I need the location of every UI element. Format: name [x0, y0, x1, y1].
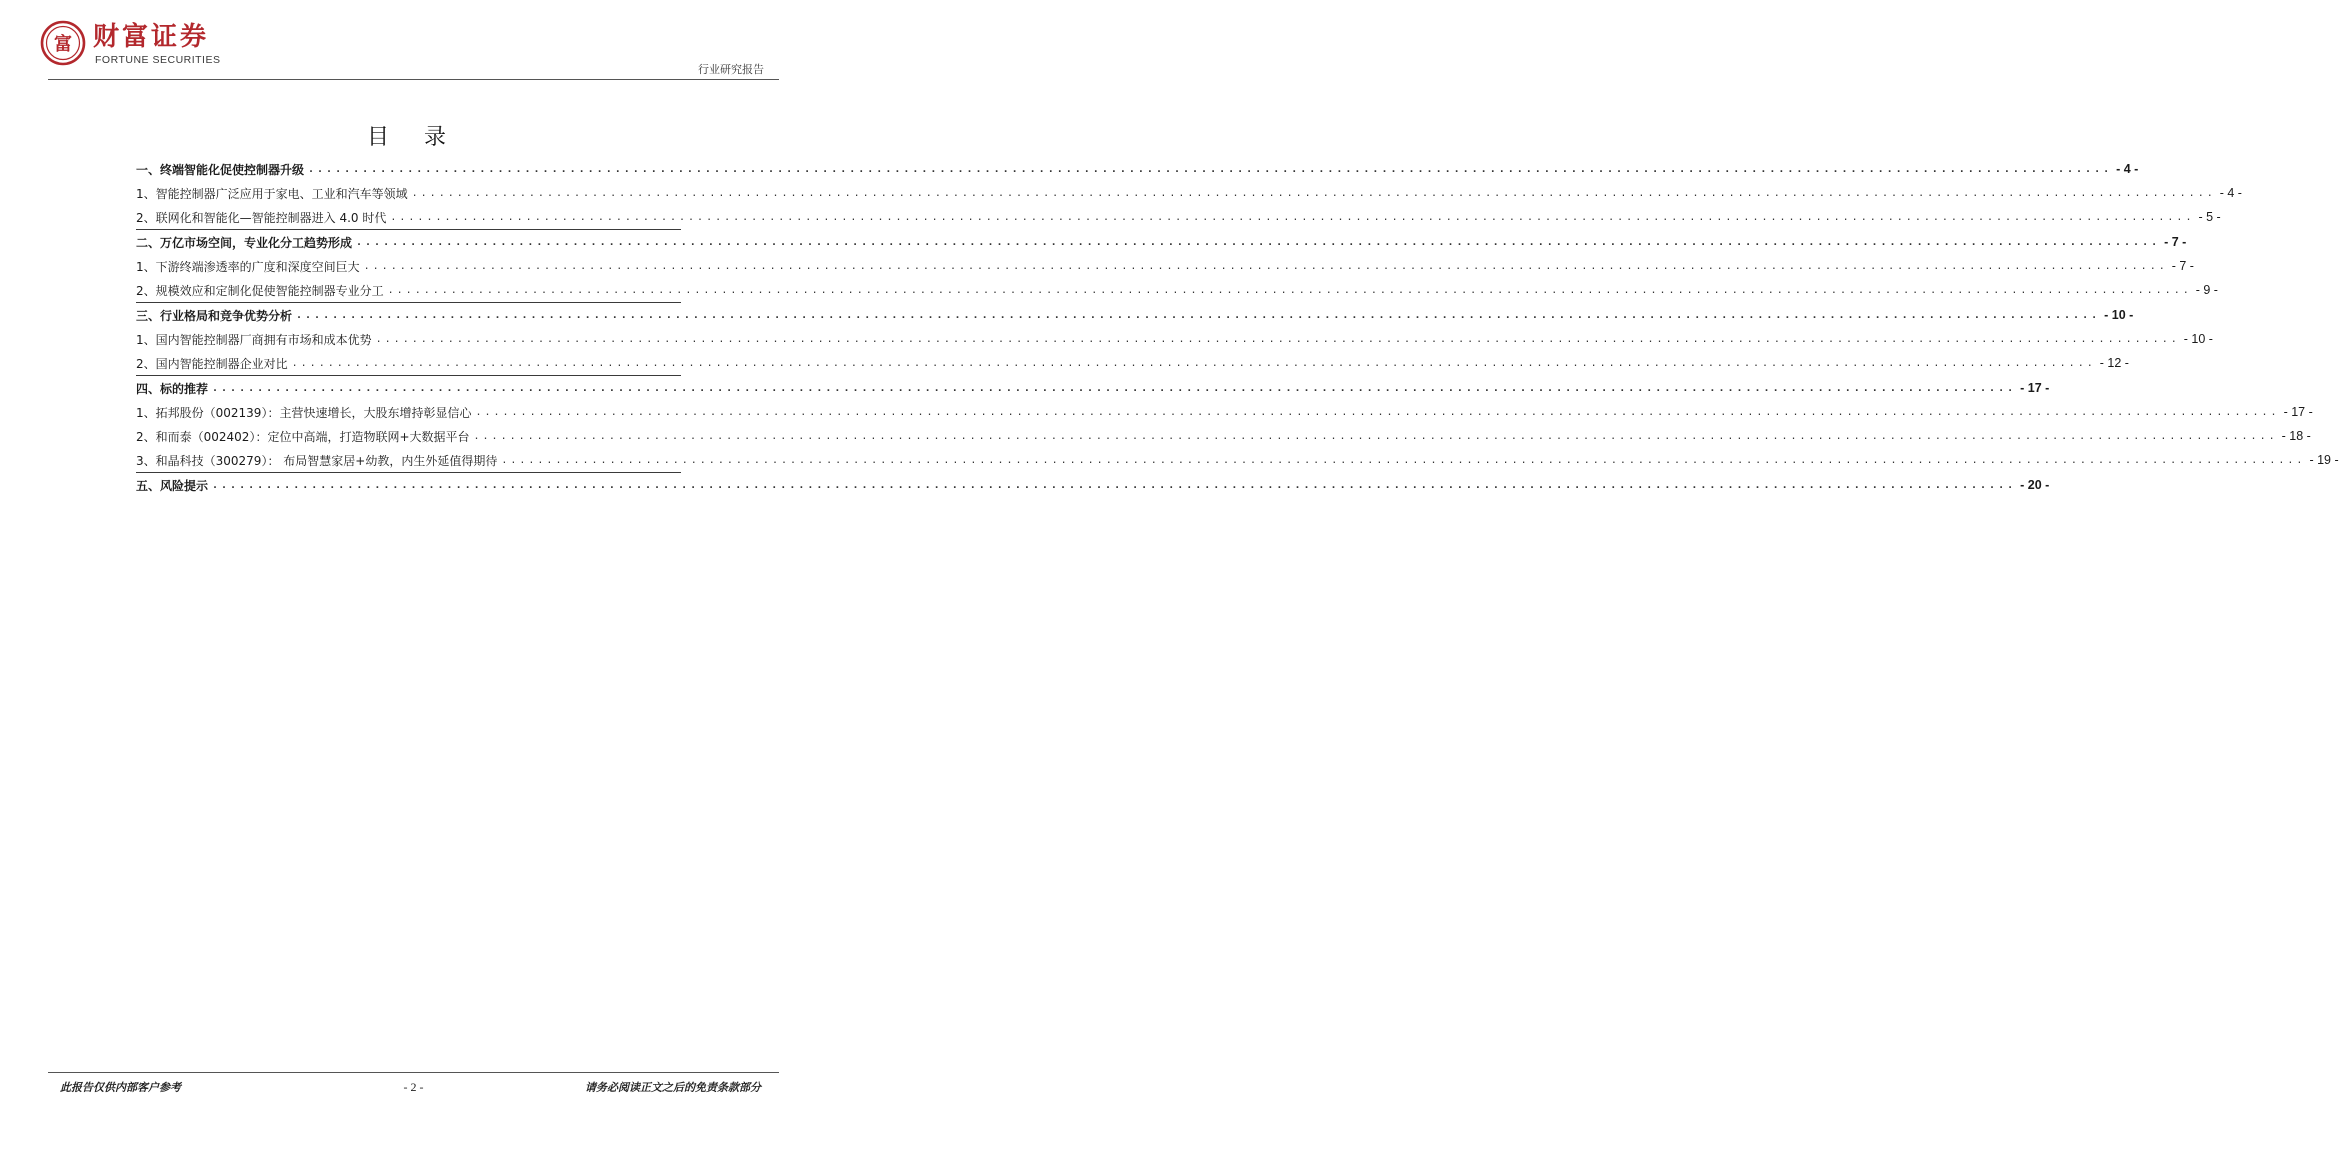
toc-page-number: - 17 - [2020, 381, 2050, 395]
toc-page-number: - 9 - [2195, 283, 2218, 297]
toc-subsection-entry[interactable] [136, 327, 2213, 351]
toc-subsection-entry[interactable] [136, 351, 2129, 375]
toc-entry-title: 四、标的推荐 [136, 381, 209, 396]
toc-entry-title: 三、行业格局和竞争优势分析 [136, 308, 293, 323]
table-of-contents [136, 157, 2339, 497]
toc-section-entry[interactable] [136, 302, 2134, 327]
seal-glyph: 富 [54, 34, 72, 55]
toc-dot-leader: ........................................................................................................................................................................................................ [291, 357, 2096, 369]
toc-dot-leader: ........................................................................................................................................................................................................ [296, 309, 2101, 321]
toc-page-number: - 20 - [2020, 478, 2050, 492]
toc-entry-title: 2、联网化和智能化—智能控制器进入 4.0 时代 [136, 210, 387, 225]
toc-dot-leader: ........................................................................................................................................................................................................ [375, 333, 2180, 345]
brand-name-en: FORTUNE SECURITIES [95, 54, 221, 66]
footer-divider [48, 1072, 779, 1073]
toc-section-entry[interactable] [136, 157, 2139, 181]
footer-disclaimer-left: 此报告仅供内部客户参考 [60, 1081, 181, 1094]
toc-entry-title: 1、国内智能控制器厂商拥有市场和成本优势 [136, 332, 372, 347]
toc-page-number: - 18 - [2281, 429, 2311, 443]
header-divider [48, 79, 779, 80]
toc-dot-leader: ........................................................................................................................................................................................................ [363, 260, 2168, 272]
page-number: - 2 - [403, 1080, 424, 1094]
toc-section-entry[interactable] [136, 472, 2050, 497]
toc-subsection-entry[interactable] [136, 278, 2218, 302]
toc-page-number: - 12 - [2099, 356, 2129, 370]
toc-dot-leader: ........................................................................................................................................................................................................ [390, 211, 2195, 223]
toc-entry-title: 2、和而泰（002402）：定位中高端，打造物联网+大数据平台 [136, 429, 470, 444]
toc-page-number: - 4 - [2219, 186, 2242, 200]
toc-page-number: - 4 - [2116, 162, 2139, 176]
toc-page-number: - 19 - [2309, 453, 2339, 467]
toc-subsection-entry[interactable] [136, 254, 2194, 278]
report-type-label: 行业研究报告 [698, 63, 764, 76]
toc-entry-title: 2、规模效应和定制化促使智能控制器专业分工 [136, 283, 384, 298]
page-header [0, 0, 827, 82]
footer-disclaimer-right: 请务必阅读正文之后的免责条款部分 [585, 1081, 761, 1094]
toc-dot-leader: ........................................................................................................................................................................................................ [411, 187, 2216, 199]
toc-page-number: - 7 - [2171, 259, 2194, 273]
toc-entry-title: 3、和晶科技（300279）： 布局智慧家居+幼教，内生外延值得期待 [136, 453, 498, 468]
toc-subsection-entry[interactable] [136, 424, 2311, 448]
toc-entry-title: 2、国内智能控制器企业对比 [136, 356, 288, 371]
toc-title: 目 录 [367, 125, 460, 150]
toc-subsection-entry[interactable] [136, 181, 2242, 205]
toc-subsection-entry[interactable] [136, 205, 2221, 229]
toc-subsection-entry[interactable] [136, 400, 2313, 424]
toc-page-number: - 7 - [2164, 235, 2187, 249]
toc-dot-leader: ........................................................................................................................................................................................................ [501, 454, 2306, 466]
toc-entry-title: 五、风险提示 [136, 478, 209, 493]
fortune-seal-logo [40, 20, 86, 66]
toc-page-number: - 17 - [2283, 405, 2313, 419]
toc-dot-leader: ........................................................................................................................................................................................................ [475, 406, 2280, 418]
toc-dot-leader: ........................................................................................................................................................................................................ [387, 284, 2192, 296]
toc-page-number: - 10 - [2183, 332, 2213, 346]
toc-subsection-entry[interactable] [136, 448, 2339, 472]
brand-name-cn: 财富证券 [93, 22, 210, 52]
toc-entry-title: 1、下游终端渗透率的广度和深度空间巨大 [136, 259, 360, 274]
toc-section-entry[interactable] [136, 375, 2050, 400]
toc-page-number: - 5 - [2198, 210, 2221, 224]
toc-section-entry[interactable] [136, 229, 2187, 254]
toc-entry-title: 二、万亿市场空间，专业化分工趋势形成 [136, 235, 353, 250]
toc-dot-leader: ........................................................................................................................................................................................................ [356, 236, 2161, 248]
toc-entry-title: 1、拓邦股份（002139）：主营快速增长，大股东增持彰显信心 [136, 405, 472, 420]
toc-entry-title: 1、智能控制器广泛应用于家电、工业和汽车等领域 [136, 186, 408, 201]
toc-page-number: - 10 - [2104, 308, 2134, 322]
toc-dot-leader: ........................................................................................................................................................................................................ [212, 479, 2017, 491]
toc-dot-leader: ........................................................................................................................................................................................................ [473, 430, 2278, 442]
toc-dot-leader: ........................................................................................................................................................................................................ [308, 163, 2113, 175]
toc-dot-leader: ........................................................................................................................................................................................................ [212, 382, 2017, 394]
toc-entry-title: 一、终端智能化促使控制器升级 [136, 162, 305, 177]
